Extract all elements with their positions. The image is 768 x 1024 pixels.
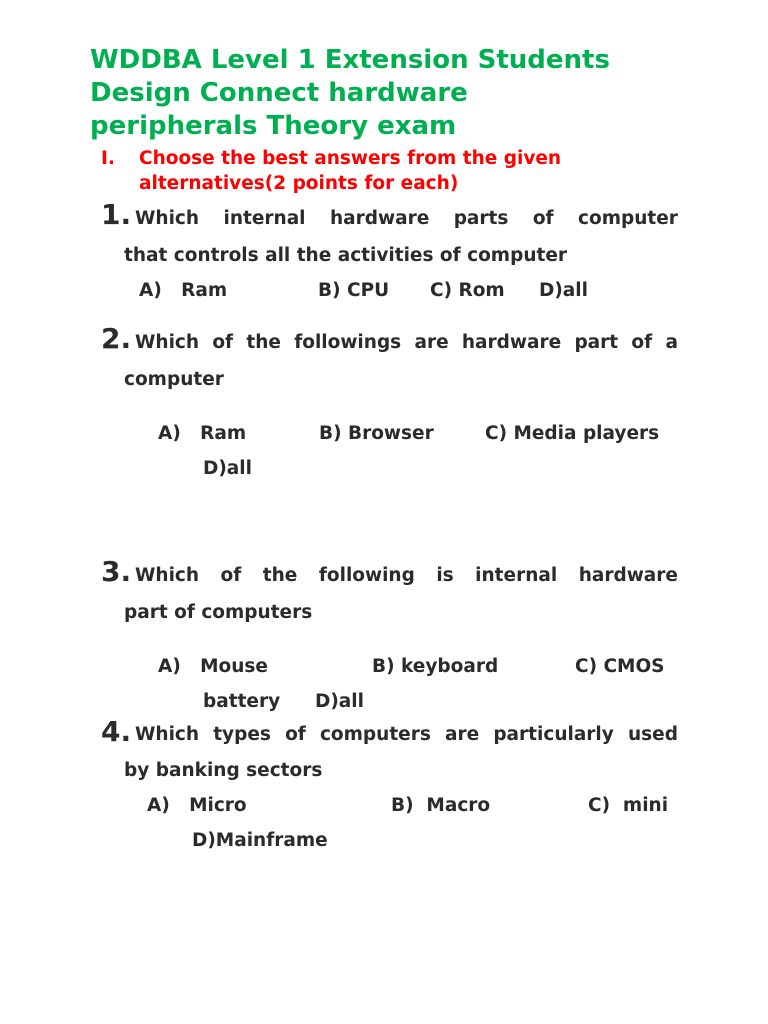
question-text-line-2: that controls all the activities of computer bbox=[124, 245, 568, 266]
question-number: 2. bbox=[101, 322, 132, 355]
option-a: A) Micro bbox=[147, 795, 247, 816]
question-word: of bbox=[532, 208, 554, 229]
option-c: C) Media players bbox=[485, 423, 660, 444]
option-b: B) Browser bbox=[319, 423, 434, 444]
title-line-3: peripherals Theory exam bbox=[90, 111, 457, 141]
option-a: A) Ram bbox=[158, 423, 247, 444]
option-d: D)all bbox=[203, 458, 252, 479]
option-c-continued: battery bbox=[203, 691, 281, 712]
option-b: B) CPU bbox=[318, 280, 390, 301]
question-word: following bbox=[318, 565, 415, 586]
question-text-line-2: part of computers bbox=[124, 602, 313, 623]
question-word: a bbox=[665, 332, 678, 353]
question-word: hardware bbox=[329, 208, 430, 229]
question-text-line-1 bbox=[135, 723, 678, 747]
title-line-1: WDDBA Level 1 Extension Students bbox=[90, 45, 610, 75]
section-numeral: I. bbox=[101, 148, 115, 169]
section-line-2: alternatives(2 points for each) bbox=[139, 173, 459, 194]
question-word: computer bbox=[578, 208, 678, 229]
question-word: particularly bbox=[493, 724, 614, 745]
option-d: D)all bbox=[539, 280, 588, 301]
question-word: Which bbox=[135, 565, 200, 586]
option-b: B) keyboard bbox=[372, 656, 499, 677]
option-a: A) Mouse bbox=[158, 656, 268, 677]
option-d: D)Mainframe bbox=[192, 830, 328, 851]
question-word: are bbox=[445, 724, 480, 745]
question-word: of bbox=[285, 724, 306, 745]
question-word: the bbox=[246, 332, 281, 353]
question-text-line-2: computer bbox=[124, 369, 224, 390]
question-word: computers bbox=[319, 724, 431, 745]
question-word: are bbox=[414, 332, 449, 353]
question-text-line-1 bbox=[135, 207, 678, 231]
question-word: parts bbox=[453, 208, 509, 229]
question-word: of bbox=[220, 565, 242, 586]
section-line-1: Choose the best answers from the given bbox=[139, 148, 562, 169]
question-word: of bbox=[212, 332, 234, 353]
question-word: is bbox=[436, 565, 454, 586]
question-number: 1. bbox=[101, 198, 132, 231]
question-word: of bbox=[631, 332, 653, 353]
title-line-2: Design Connect hardware bbox=[90, 78, 468, 108]
question-text-line-1 bbox=[135, 331, 678, 355]
option-c: C) Rom bbox=[430, 280, 505, 301]
question-text-line-2: by banking sectors bbox=[124, 760, 323, 781]
option-d: D)all bbox=[315, 691, 364, 712]
question-word: the bbox=[262, 565, 298, 586]
question-word: hardware bbox=[461, 332, 562, 353]
question-number: 4. bbox=[101, 715, 132, 748]
question-word: types bbox=[213, 724, 271, 745]
question-number: 3. bbox=[101, 555, 132, 588]
question-word: followings bbox=[294, 332, 402, 353]
option-b: B) Macro bbox=[391, 795, 491, 816]
question-word: internal bbox=[223, 208, 306, 229]
option-c: C) mini bbox=[588, 795, 669, 816]
section-text bbox=[139, 146, 679, 196]
question-word: Which bbox=[135, 208, 200, 229]
exam-title bbox=[90, 44, 690, 143]
question-word: part bbox=[574, 332, 619, 353]
question-word: hardware bbox=[578, 565, 678, 586]
question-word: internal bbox=[475, 565, 558, 586]
question-word: Which bbox=[135, 332, 200, 353]
question-text-line-1 bbox=[135, 564, 678, 588]
question-word: Which bbox=[135, 724, 200, 745]
option-c: C) CMOS bbox=[575, 656, 665, 677]
question-word: used bbox=[627, 724, 678, 745]
option-a: A) Ram bbox=[139, 280, 228, 301]
